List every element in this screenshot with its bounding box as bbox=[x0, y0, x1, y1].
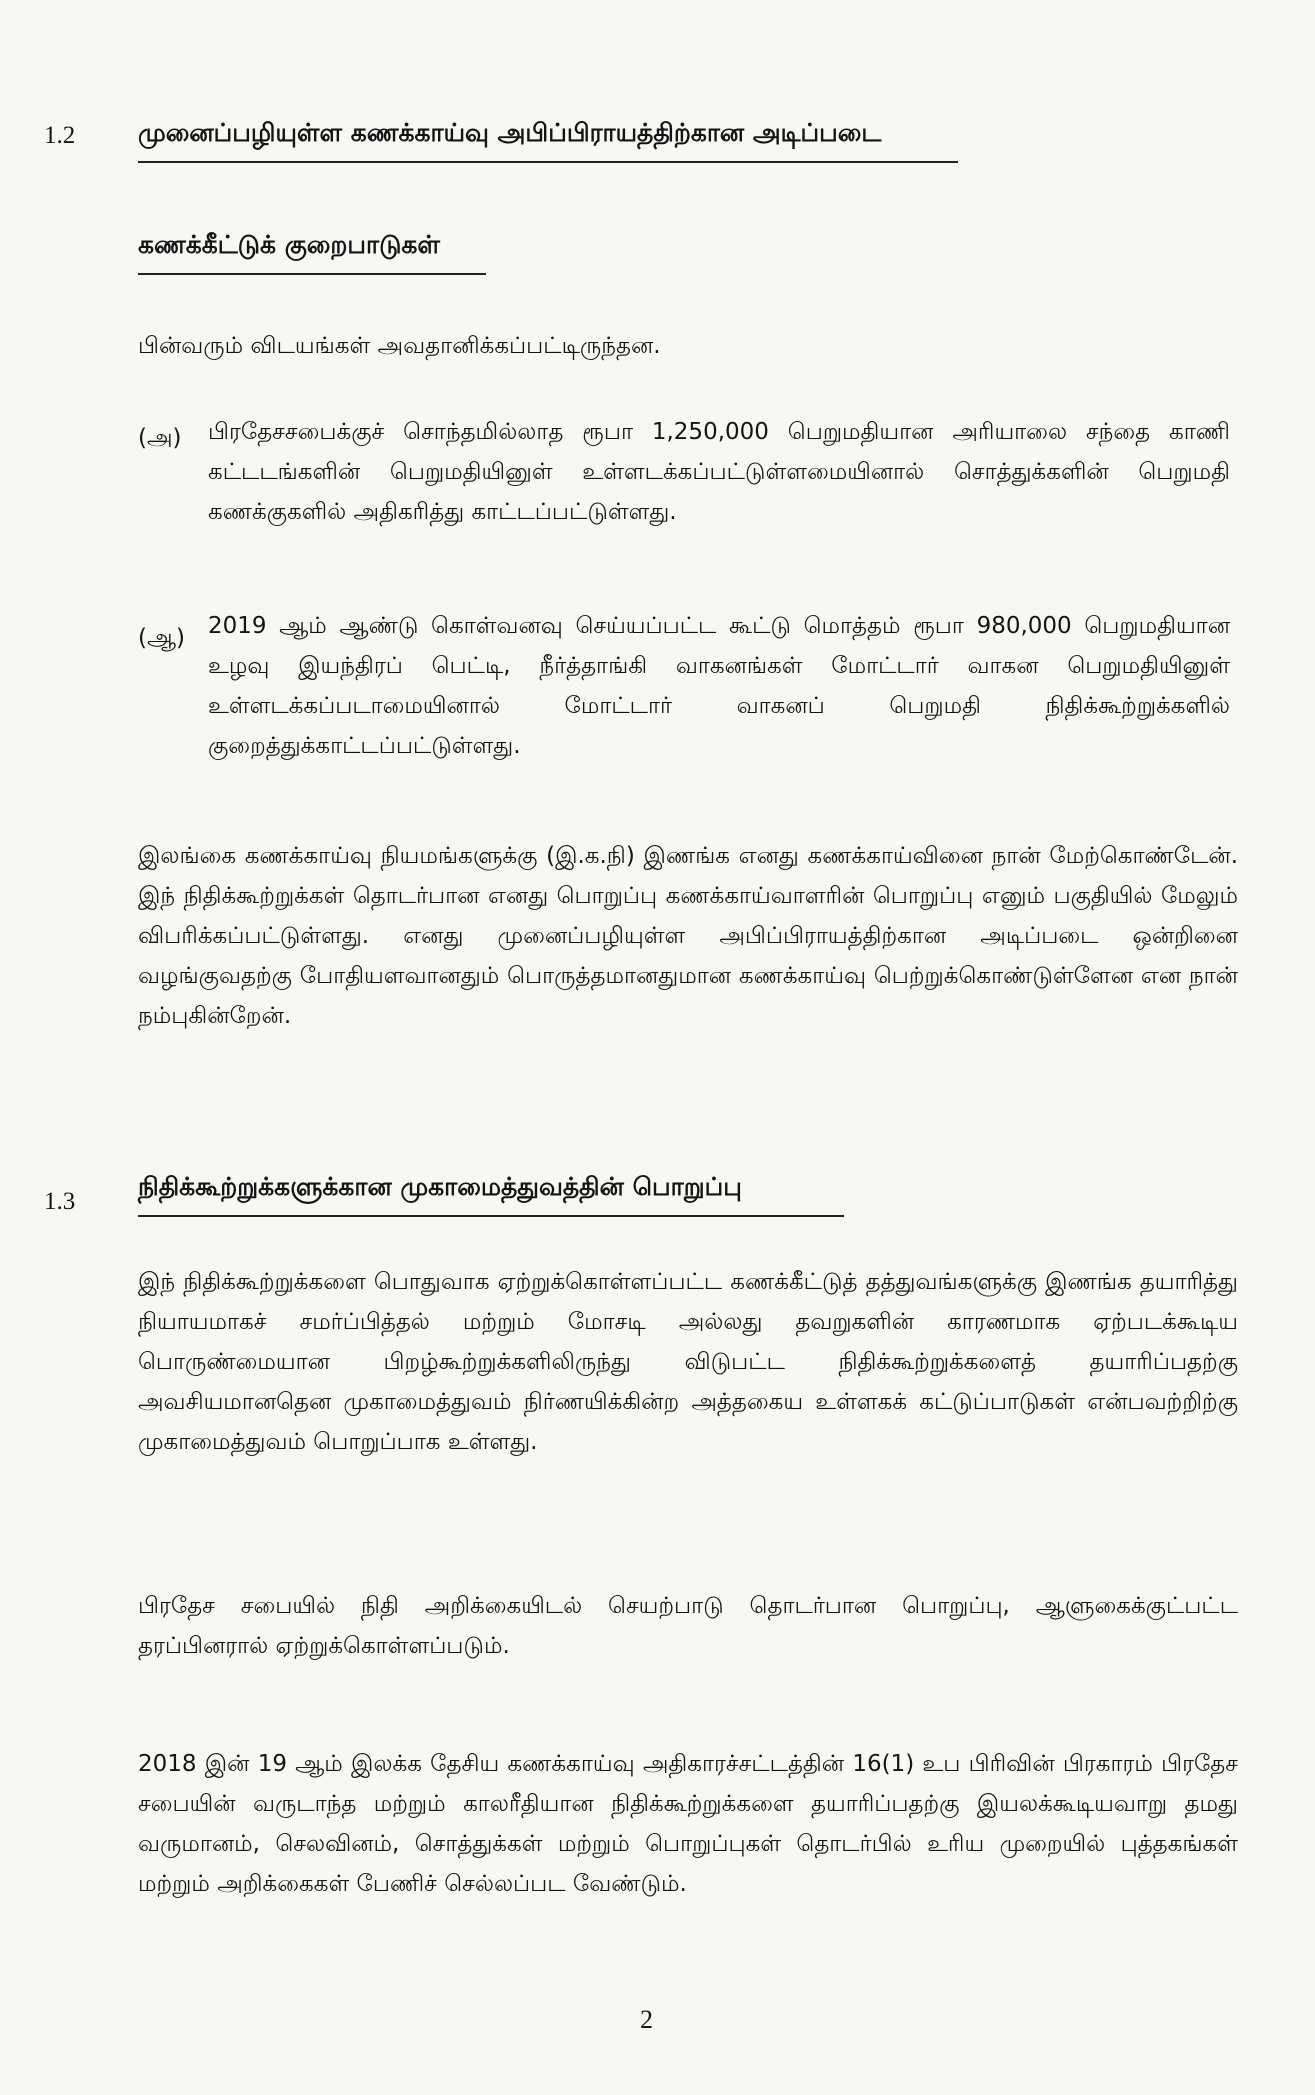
section-1-2-number: 1.2 bbox=[44, 122, 76, 149]
subheading-accounting-deficiencies: கணக்கீட்டுக் குறைபாடுகள் bbox=[138, 230, 486, 275]
governance-paragraph: பிரதேச சபையில் நிதி அறிக்கையிடல் செயற்பாடு தொடர்பான பொறுப்பு, ஆளுகைக்குட்பட்ட தரப்பினரால் ஏற்றுக்கொள்ளப்படும். bbox=[138, 1593, 1238, 1659]
intro-paragraph: பின்வரும் விடயங்கள் அவதானிக்கப்பட்டிருந்தன. bbox=[138, 333, 661, 359]
section-1-2-title: முனைப்பழியுள்ள கணக்காய்வு அபிப்பிராயத்திற்கான அடிப்படை bbox=[138, 118, 958, 163]
item-b-marker: (ஆ) bbox=[138, 625, 186, 651]
section-1-3-number: 1.3 bbox=[44, 1188, 76, 1215]
section-1-3-title: நிதிக்கூற்றுக்களுக்கான முகாமைத்துவத்தின் பொறுப்பு bbox=[138, 1172, 844, 1217]
item-a-text: பிரதேசசபைக்குச் சொந்தமில்லாத ரூபா 1,250,000 பெறுமதியான அரியாலை சந்தை காணி கட்டடங்களின் பெறுமதியினுள் உள்ளடக்கப்பட்டுள்ளமையினால் சொத்துக்களின் பெறுமதி கணக்குகளில் அதிகரித்து காட்டப்பட்டுள்ளது. bbox=[208, 419, 1230, 525]
standards-paragraph: இலங்கை கணக்காய்வு நியமங்களுக்கு (இ.க.நி) இணங்க எனது கணக்காய்வினை நான் மேற்கொண்டேன். இந் நிதிக்கூற்றுக்கள் தொடர்பான எனது பொறுப்பு கணக்காய்வாளரின் பொறுப்பு எனும் பகுதியில் மேலும் விபரிக்கப்பட்டுள்ளது. எனது முனைப்பழியுள்ள அபிப்பிராயத்திற்கான அடிப்படை ஒன்றினை வழங்குவதற்கு போதியளவானதும் பொருத்தமானதுமான கணக்காய்வு பெற்றுக்கொண்டுள்ளேன என நான் நம்புகின்றேன். bbox=[138, 843, 1238, 1029]
page-number: 2 bbox=[640, 2005, 653, 2034]
item-a-marker: (அ) bbox=[138, 425, 182, 451]
management-responsibility-paragraph: இந் நிதிக்கூற்றுக்களை பொதுவாக ஏற்றுக்கொள்ளப்பட்ட கணக்கீட்டுத் தத்துவங்களுக்கு இணங்க தயாரித்து நியாயமாகச் சமர்ப்பித்தல் மற்றும் மோசடி அல்லது தவறுகளின் காரணமாக ஏற்படக்கூடிய பொருண்மையான பிறழ்கூற்றுக்களிலிருந்து விடுபட்ட நிதிக்கூற்றுக்களைத் தயாரிப்பதற்கு அவசியமானதென முகாமைத்துவம் நிர்ணயிக்கின்ற அத்தகைய உள்ளகக் கட்டுப்பாடுகள் என்பவற்றிற்கு முகாமைத்துவம் பொறுப்பாக உள்ளது. bbox=[138, 1269, 1238, 1455]
audit-act-paragraph: 2018 இன் 19 ஆம் இலக்க தேசிய கணக்காய்வு அதிகாரச்சட்டத்தின் 16(1) உப பிரிவின் பிரகாரம் பிரதேச சபையின் வருடாந்த மற்றும் காலரீதியான நிதிக்கூற்றுக்களை தயாரிப்பதற்கு இயலக்கூடியவாறு தமது வருமானம், செலவினம், சொத்துக்கள் மற்றும் பொறுப்புகள் தொடர்பில் உரிய முறையில் புத்தகங்கள் மற்றும் அறிக்கைகள் பேணிச் செல்லப்பட வேண்டும். bbox=[138, 1751, 1238, 1897]
item-b-text: 2019 ஆம் ஆண்டு கொள்வனவு செய்யப்பட்ட கூட்டு மொத்தம் ரூபா 980,000 பெறுமதியான உழவு இயந்திரப் பெட்டி, நீர்த்தாங்கி வாகனங்கள் மோட்டார் வாகன பெறுமதியினுள் உள்ளடக்கப்படாமையினால் மோட்டார் வாகனப் பெறுமதி நிதிக்கூற்றுக்களில் குறைத்துக்காட்டப்பட்டுள்ளது. bbox=[208, 613, 1230, 759]
